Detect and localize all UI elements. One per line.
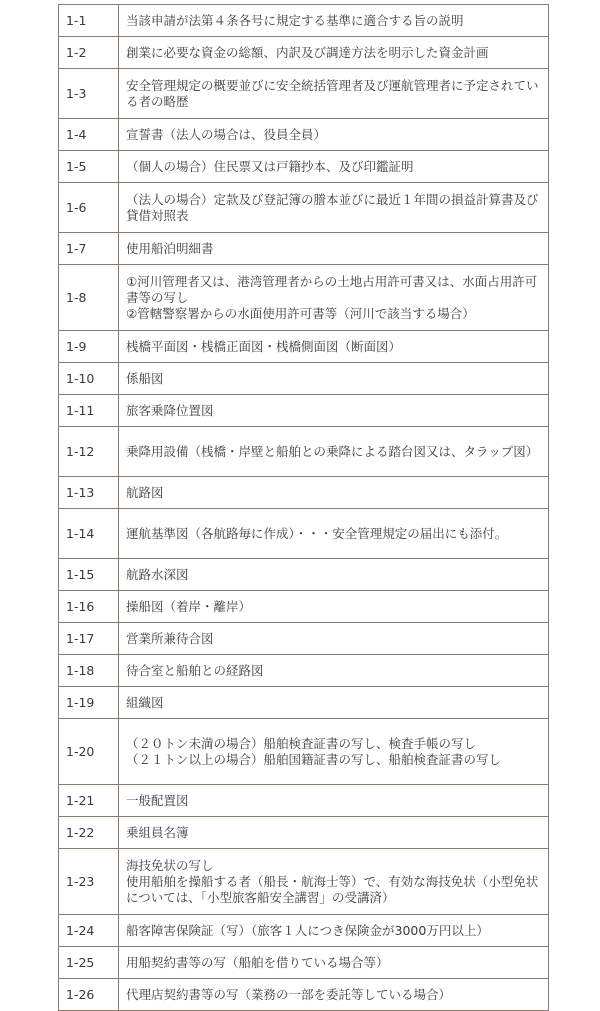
item-description: ①河川管理者又は、港湾管理者からの土地占用許可書又は、水面占用許可書等の写し ②管轄警察署からの水面使用許可書等（河川で該当する場合） [119,265,549,331]
table-row [59,119,549,151]
item-description: 運航基準図（各航路毎に作成）・・・安全管理規定の届出にも添付。 [119,509,549,559]
table-row [59,591,549,623]
table-row [59,37,549,69]
item-description: 係船図 [119,363,549,395]
item-number: 1-7 [59,233,119,265]
table-row [59,849,549,915]
item-number: 1-13 [59,477,119,509]
item-description: 待合室と船舶との経路図 [119,655,549,687]
item-number: 1-4 [59,119,119,151]
item-description: 組織図 [119,687,549,719]
table-row [59,509,549,559]
item-number: 1-12 [59,427,119,477]
item-description: 営業所兼待合図 [119,623,549,655]
item-description: 安全管理規定の概要並びに安全統括管理者及び運航管理者に予定されている者の略歴 [119,69,549,119]
item-number: 1-5 [59,151,119,183]
item-number: 1-8 [59,265,119,331]
item-description: 創業に必要な資金の総額、内訳及び調達方法を明示した資金計画 [119,37,549,69]
table-row [59,151,549,183]
item-description: 使用船泊明細書 [119,233,549,265]
item-description: 船客障害保険証（写）（旅客１人につき保険金が3000万円以上） [119,915,549,947]
table-row [59,5,549,37]
item-number: 1-1 [59,5,119,37]
item-description: 桟橋平面図・桟橋正面図・桟橋側面図（断面図） [119,331,549,363]
item-number: 1-14 [59,509,119,559]
table-row [59,69,549,119]
item-description: 旅客乗降位置図 [119,395,549,427]
table-row [59,331,549,363]
item-number: 1-16 [59,591,119,623]
item-number: 1-17 [59,623,119,655]
item-description: （個人の場合）住民票又は戸籍抄本、及び印鑑証明 [119,151,549,183]
table-row [59,947,549,979]
item-description: 一般配置図 [119,785,549,817]
item-description: 航路水深図 [119,559,549,591]
item-number: 1-25 [59,947,119,979]
item-description: 操船図（着岸・離岸） [119,591,549,623]
item-number: 1-3 [59,69,119,119]
item-description: 乗組員名簿 [119,817,549,849]
item-description: （２０トン未満の場合）船舶検査証書の写し、検査手帳の写し （２１トン以上の場合）船舶国籍証書の写し、船舶検査証書の写し [119,719,549,785]
table-row [59,785,549,817]
table-row [59,427,549,477]
table-row [59,183,549,233]
table-row [59,477,549,509]
item-number: 1-20 [59,719,119,785]
item-description: 宣誓書（法人の場合は、役員全員） [119,119,549,151]
item-number: 1-23 [59,849,119,915]
table-row [59,265,549,331]
table-row [59,817,549,849]
table-row [59,979,549,1011]
item-number: 1-10 [59,363,119,395]
item-description: 当該申請が法第４条各号に規定する基準に適合する旨の説明 [119,5,549,37]
item-number: 1-11 [59,395,119,427]
table-row [59,915,549,947]
table-row [59,363,549,395]
item-number: 1-26 [59,979,119,1011]
item-number: 1-22 [59,817,119,849]
document-list-table [58,4,549,1011]
item-description: 乗降用設備（桟橋・岸壁と船舶との乗降による踏台図又は、タラップ図） [119,427,549,477]
table-row [59,719,549,785]
table-row [59,233,549,265]
item-number: 1-15 [59,559,119,591]
item-description: 代理店契約書等の写（業務の一部を委託等している場合） [119,979,549,1011]
table-row [59,687,549,719]
item-number: 1-21 [59,785,119,817]
item-number: 1-9 [59,331,119,363]
table-row [59,623,549,655]
item-number: 1-24 [59,915,119,947]
item-number: 1-6 [59,183,119,233]
item-description: （法人の場合）定款及び登記簿の謄本並びに最近１年間の損益計算書及び貸借対照表 [119,183,549,233]
item-description: 航路図 [119,477,549,509]
table-row [59,559,549,591]
item-number: 1-19 [59,687,119,719]
table-row [59,655,549,687]
table-row [59,395,549,427]
item-number: 1-2 [59,37,119,69]
item-description: 海技免状の写し 使用船舶を操船する者（船長・航海士等）で、有効な海技免状（小型免状については、「小型旅客船安全講習」の受講済） [119,849,549,915]
item-description: 用船契約書等の写（船舶を借りている場合等） [119,947,549,979]
item-number: 1-18 [59,655,119,687]
